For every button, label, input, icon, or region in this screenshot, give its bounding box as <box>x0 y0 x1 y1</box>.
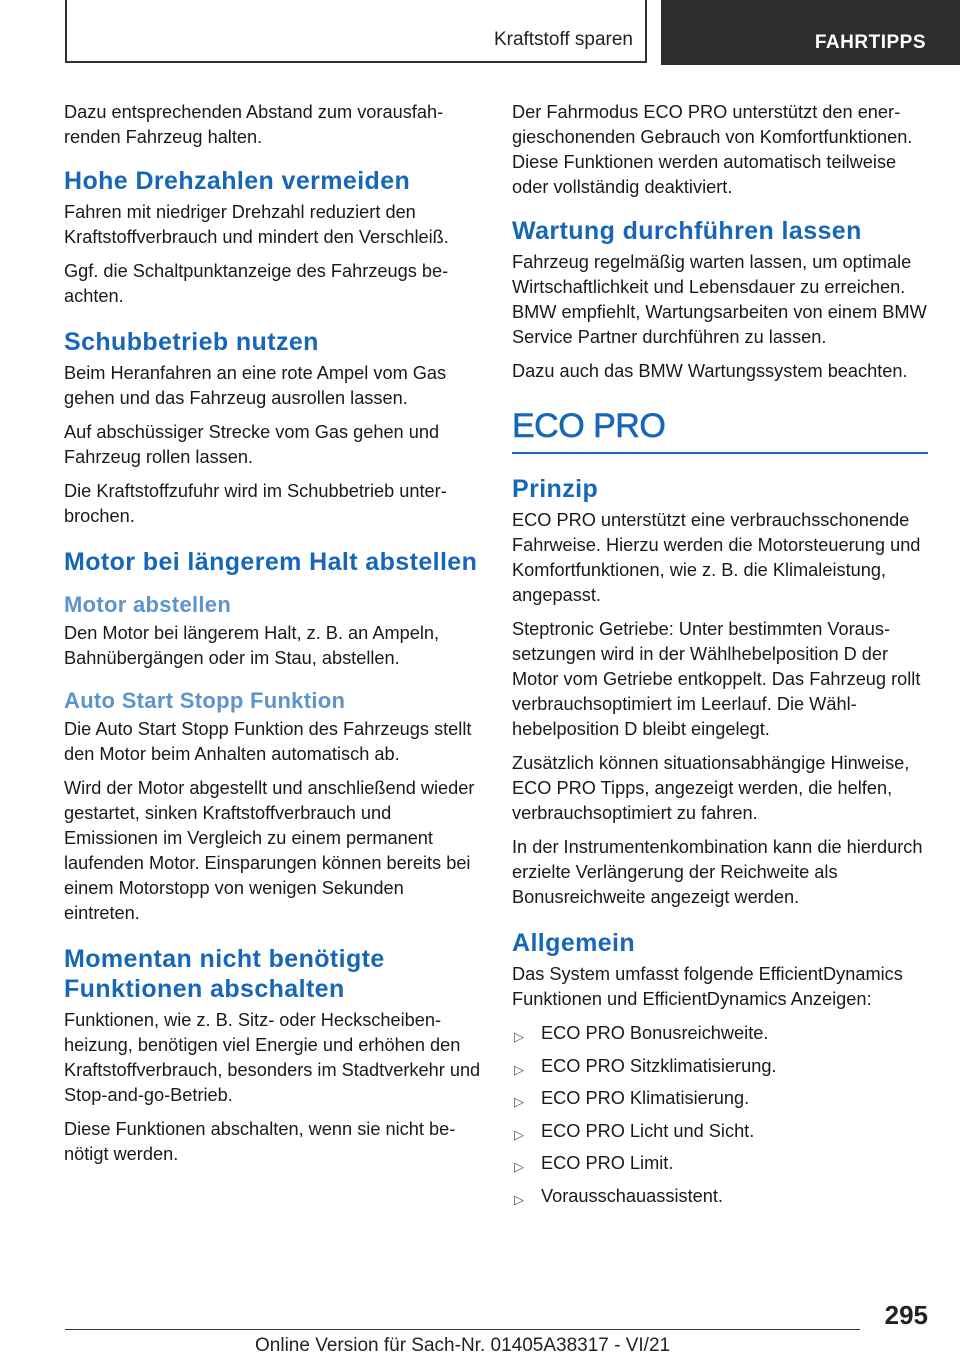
page-number: 295 <box>884 1300 928 1330</box>
paragraph: Funktionen, wie z. B. Sitz- oder Heckscheibenheizung, benötigen viel Energie und erhöhen den Kraftstoffverbrauch, besonders im Stadtverkehr und Stop-and-go-Betrieb. <box>64 1010 481 1105</box>
list-item <box>512 1086 932 1111</box>
header-chapter-tab <box>661 0 960 65</box>
paragraph: Fahren mit niedriger Drehzahl reduziert den Kraftstoffverbrauch und mindert den Verschleiß. <box>64 202 449 247</box>
list-item-text: ECO PRO Licht und Sicht. <box>541 1120 755 1141</box>
list-item-text: ECO PRO Bonusreichweite. <box>541 1023 769 1043</box>
triangle-bullet-icon: ▷ <box>514 1029 524 1044</box>
list-item <box>512 1054 932 1079</box>
triangle-bullet-icon: ▷ <box>514 1126 524 1142</box>
paragraph: Auf abschüssiger Strecke vom Gas gehen und Fahrzeug rollen lassen. <box>64 422 440 467</box>
paragraph: Wird der Motor abgestellt und anschließend wieder gestartet, sinken Kraftstoffverbrauch und Emissionen im Vergleich zu einem permanent laufenden Motor. Einsparungen können bereits bei einem Motorstopp von wenigen Sekunden eintreten. <box>64 778 475 923</box>
paragraph: Der Fahrmodus ECO PRO unterstützt den energieschonenden Gebrauch von Komfortfunktionen. Diese Funktionen werden automatisch teilweise oder vollständig deaktiviert. <box>512 102 913 197</box>
paragraph: Die Auto Start Stopp Funktion des Fahrzeugs stellt den Motor beim Anhalten automatisch ab. <box>64 719 472 764</box>
paragraph: In der Instrumentenkombination kann die hierdurch erzielte Verlängerung der Reichweite als Bonusreichweite angezeigt werden. <box>512 837 923 907</box>
heading-wartung: Wartung durchführen lassen <box>512 217 862 245</box>
heading-auto-start-stopp: Auto Start Stopp Funktion <box>64 688 346 713</box>
header-section-box <box>65 0 647 63</box>
paragraph: Fahrzeug regelmäßig warten lassen, um optimale Wirtschaftlichkeit und Lebensdauer zu erreichen. BMW empfiehlt, Wartungsarbeiten von einem BMW Service Partner durchführen zu lassen. <box>512 252 927 347</box>
list-item-text: ECO PRO Sitzklimatisierung. <box>541 1055 777 1076</box>
paragraph: Die Kraftstoffzufuhr wird im Schubbetrieb unterbrochen. <box>64 481 447 526</box>
heading-funktionen-abschalten: Momentan nicht benötigte Funktionen abschalten <box>64 945 385 1003</box>
list-item-text: ECO PRO Limit. <box>541 1153 674 1174</box>
right-column <box>512 100 932 1217</box>
paragraph: ECO PRO unterstützt eine verbrauchsschonende Fahrweise. Hierzu werden die Motorsteuerung und Komfortfunktionen, wie z. B. die Klimaleistung, angepasst. <box>512 510 921 605</box>
paragraph: Zusätzlich können situationsabhängige Hinweise, ECO PRO Tipps, angezeigt werden, die helfen, verbrauchsoptimiert zu fahren. <box>512 753 910 823</box>
header-chapter-title: FAHRTIPPS <box>814 32 926 53</box>
left-column <box>64 100 484 1176</box>
heading-allgemein: Allgemein <box>512 929 636 957</box>
triangle-bullet-icon: ▷ <box>514 1094 524 1110</box>
heading-motor-abstellen: Motor abstellen <box>64 592 232 617</box>
paragraph: Den Motor bei längerem Halt, z. B. an Ampeln, Bahnübergängen oder im Stau, abstellen. <box>64 623 440 668</box>
footer-divider <box>65 1329 860 1330</box>
paragraph: Dazu entsprechenden Abstand zum vorausfahrenden Fahrzeug halten. <box>64 102 444 147</box>
paragraph: Beim Heranfahren an eine rote Ampel vom Gas gehen und das Fahrzeug ausrollen lassen. <box>64 363 447 408</box>
heading-motor-halt: Motor bei längerem Halt abstellen <box>64 548 478 576</box>
list-item <box>512 1184 932 1209</box>
heading-prinzip: Prinzip <box>512 475 599 503</box>
chapter-heading-eco-pro: ECO PRO <box>512 406 928 454</box>
header-section-title: Kraftstoff sparen <box>493 29 633 50</box>
list-item <box>512 1151 932 1176</box>
feature-list <box>512 1021 932 1209</box>
paragraph: Ggf. die Schaltpunktanzeige des Fahrzeugs beachten. <box>64 261 449 306</box>
list-item-text: Vorausschauassistent. <box>541 1185 723 1206</box>
triangle-bullet-icon: ▷ <box>514 1061 524 1077</box>
paragraph: Diese Funktionen abschalten, wenn sie nicht benötigt werden. <box>64 1119 456 1164</box>
paragraph: Dazu auch das BMW Wartungssystem beachten. <box>512 361 908 381</box>
heading-schubbetrieb: Schubbetrieb nutzen <box>64 328 319 356</box>
paragraph: Das System umfasst folgende EfficientDynamics Funktionen und EfficientDynamics Anzeigen: <box>512 964 903 1009</box>
heading-drehzahl: Hohe Drehzahlen vermeiden <box>64 167 411 195</box>
footer-online-version: Online Version für Sach-Nr. 01405A38317 - VI/21 <box>255 1335 671 1356</box>
triangle-bullet-icon: ▷ <box>514 1159 524 1175</box>
triangle-bullet-icon: ▷ <box>514 1191 524 1207</box>
paragraph: Steptronic Getriebe: Unter bestimmten Voraussetzungen wird in der Wählhebelposition D der Motor vom Getriebe entkoppelt. Das Fahrzeug rollt verbrauchsoptimiert im Leerlauf. Die Wählhebelposition D bleibt eingelegt. <box>512 619 921 739</box>
list-item <box>512 1119 932 1144</box>
list-item-text: ECO PRO Klimatisierung. <box>541 1088 750 1109</box>
list-item <box>512 1021 932 1046</box>
